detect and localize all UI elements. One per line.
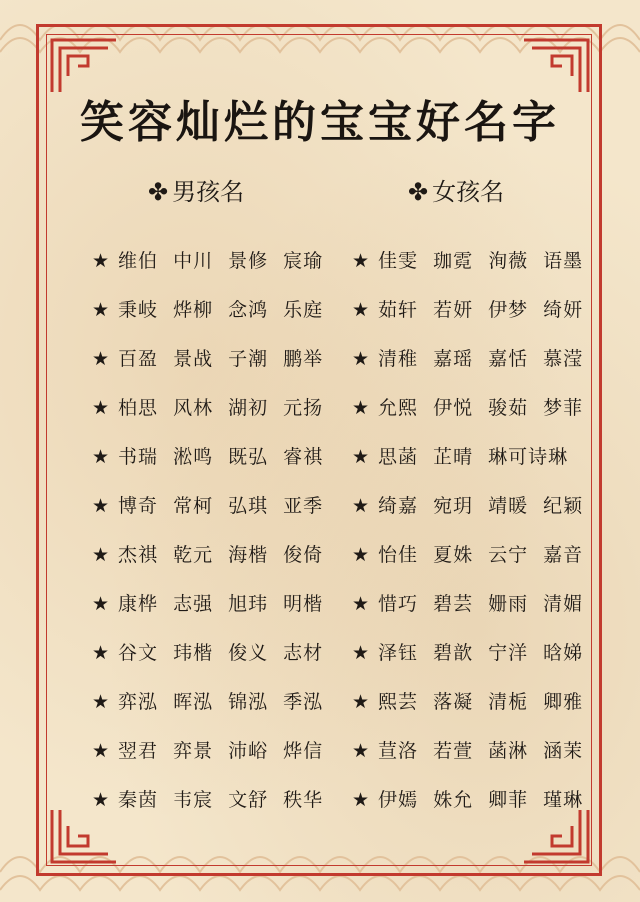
girl-name: 伊悦	[433, 397, 474, 419]
boy-name-row	[92, 589, 338, 616]
girl-name: 嘉恬	[488, 348, 529, 370]
boy-name: 风林	[173, 397, 214, 419]
boy-name-row	[92, 785, 338, 812]
boy-name: 既弘	[228, 446, 269, 468]
girl-name: 姗雨	[488, 593, 529, 615]
star-icon: ★	[92, 446, 111, 468]
boy-name: 秦茵	[118, 789, 159, 811]
boy-name: 博奇	[118, 495, 159, 517]
boy-name: 谷文	[118, 642, 159, 664]
boy-name: 弘琪	[228, 495, 269, 517]
star-icon: ★	[92, 789, 111, 811]
girl-name: 若妍	[433, 299, 474, 321]
boy-name-row	[92, 246, 338, 273]
boy-name: 柏思	[118, 397, 159, 419]
boy-name: 海楷	[228, 544, 269, 566]
star-icon: ★	[352, 642, 371, 664]
girl-name: 卿菲	[488, 789, 529, 811]
flower-icon: ✤	[408, 178, 429, 206]
boy-name-row	[92, 295, 338, 322]
star-icon: ★	[352, 250, 371, 272]
girl-name: 茹轩	[378, 299, 419, 321]
girl-name: 晗娣	[543, 642, 584, 664]
star-icon: ★	[352, 495, 371, 517]
boy-name-row	[92, 393, 338, 420]
star-icon: ★	[92, 348, 111, 370]
star-icon: ★	[92, 397, 111, 419]
boy-name-row	[92, 442, 338, 469]
boys-heading-label: 男孩名	[172, 178, 245, 206]
girl-name-row	[352, 785, 598, 812]
girl-name: 绮妍	[543, 299, 584, 321]
boy-name: 念鸿	[228, 299, 269, 321]
girl-name: 思菡	[378, 446, 419, 468]
girl-name-row	[352, 442, 583, 469]
girl-name: 熙芸	[378, 691, 419, 713]
girl-name: 伊梦	[488, 299, 529, 321]
boy-name: 淞鸣	[173, 446, 214, 468]
girl-name-row	[352, 295, 598, 322]
girl-name: 洵薇	[488, 250, 529, 272]
boy-name: 维伯	[118, 250, 159, 272]
boy-name-row	[92, 687, 338, 714]
boy-name: 烨柳	[173, 299, 214, 321]
girl-name: 伊嫣	[378, 789, 419, 811]
boy-name: 志材	[283, 642, 324, 664]
girl-name: 靖暖	[488, 495, 529, 517]
boy-name-row	[92, 491, 338, 518]
girl-name: 涵茉	[543, 740, 584, 762]
star-icon: ★	[92, 250, 111, 272]
girl-name-row	[352, 589, 598, 616]
boy-name: 书瑞	[118, 446, 159, 468]
girl-name: 清栀	[488, 691, 529, 713]
girl-name-row	[352, 246, 598, 273]
girl-name: 怡佳	[378, 544, 419, 566]
boy-name: 乾元	[173, 544, 214, 566]
boy-name: 秉岐	[118, 299, 159, 321]
star-icon: ★	[92, 691, 111, 713]
girl-name: 卿雅	[543, 691, 584, 713]
boy-name: 烨信	[283, 740, 324, 762]
star-icon: ★	[352, 348, 371, 370]
boy-name: 弈景	[173, 740, 214, 762]
girl-name: 云宁	[488, 544, 529, 566]
boys-heading	[148, 172, 244, 207]
boy-name-row	[92, 540, 338, 567]
girl-name: 绮嘉	[378, 495, 419, 517]
girl-name: 惜巧	[378, 593, 419, 615]
corner-ornament-bottom-right	[520, 806, 592, 866]
boy-name: 杰祺	[118, 544, 159, 566]
girl-name: 宁洋	[488, 642, 529, 664]
girl-name: 菡淋	[488, 740, 529, 762]
girl-name: 若萱	[433, 740, 474, 762]
boy-name-row	[92, 736, 338, 763]
girl-name-row	[352, 687, 598, 714]
girl-name-row	[352, 736, 598, 763]
girl-name: 荁洛	[378, 740, 419, 762]
boy-name: 景修	[228, 250, 269, 272]
girl-name: 碧歆	[433, 642, 474, 664]
boy-name: 常柯	[173, 495, 214, 517]
boy-name: 子潮	[228, 348, 269, 370]
star-icon: ★	[352, 544, 371, 566]
girl-name: 瑾琳	[543, 789, 584, 811]
star-icon: ★	[92, 299, 111, 321]
girl-name: 嘉瑶	[433, 348, 474, 370]
girls-heading	[408, 172, 504, 207]
girl-name: 清稚	[378, 348, 419, 370]
boy-name: 沛峪	[228, 740, 269, 762]
girl-name: 清媚	[543, 593, 584, 615]
girl-name: 慕滢	[543, 348, 584, 370]
boy-name: 韦宸	[173, 789, 214, 811]
boy-name: 景战	[173, 348, 214, 370]
boy-name: 中川	[173, 250, 214, 272]
boy-name: 弈泓	[118, 691, 159, 713]
page-title: 笑容灿烂的宝宝好名字	[80, 97, 560, 148]
star-icon: ★	[352, 593, 371, 615]
girls-heading-label: 女孩名	[432, 178, 505, 206]
star-icon: ★	[352, 299, 371, 321]
girl-name-row	[352, 344, 598, 371]
boy-name: 元扬	[283, 397, 324, 419]
girl-name-row	[352, 491, 598, 518]
star-icon: ★	[92, 593, 111, 615]
boy-name: 宸瑜	[283, 250, 324, 272]
girl-name: 允熙	[378, 397, 419, 419]
boy-name-row	[92, 344, 338, 371]
girl-name: 夏姝	[433, 544, 474, 566]
boy-name: 秩华	[283, 789, 324, 811]
boy-name: 玮楷	[173, 642, 214, 664]
boy-name: 季泓	[283, 691, 324, 713]
boy-name: 湖初	[228, 397, 269, 419]
corner-ornament-bottom-left	[48, 806, 120, 866]
boy-name: 晖泓	[173, 691, 214, 713]
star-icon: ★	[352, 789, 371, 811]
boy-name: 鹏举	[283, 348, 324, 370]
boy-name: 旭玮	[228, 593, 269, 615]
boy-name: 志强	[173, 593, 214, 615]
boy-name: 亚季	[283, 495, 324, 517]
boy-name: 明楷	[283, 593, 324, 615]
star-icon: ★	[352, 446, 371, 468]
girl-name: 姝允	[433, 789, 474, 811]
boy-name: 俊倚	[283, 544, 324, 566]
star-icon: ★	[352, 740, 371, 762]
boy-name: 睿祺	[283, 446, 324, 468]
boy-name: 乐庭	[283, 299, 324, 321]
star-icon: ★	[92, 642, 111, 664]
girl-name: 芷晴	[433, 446, 474, 468]
girl-name: 珈霓	[433, 250, 474, 272]
girl-name-row	[352, 638, 598, 665]
flower-icon: ✤	[148, 178, 169, 206]
girl-name: 骏茹	[488, 397, 529, 419]
girl-name: 纪颖	[543, 495, 584, 517]
girl-name-row	[352, 540, 598, 567]
girl-name: 语墨	[543, 250, 584, 272]
girl-name: 佳雯	[378, 250, 419, 272]
girl-name: 嘉音	[543, 544, 584, 566]
girl-name-row	[352, 393, 598, 420]
boy-name: 百盈	[118, 348, 159, 370]
boy-name: 文舒	[228, 789, 269, 811]
star-icon: ★	[92, 740, 111, 762]
boy-name: 翌君	[118, 740, 159, 762]
boy-name-row	[92, 638, 338, 665]
girl-name: 落凝	[433, 691, 474, 713]
girl-name: 碧芸	[433, 593, 474, 615]
star-icon: ★	[92, 495, 111, 517]
star-icon: ★	[352, 691, 371, 713]
girl-name: 泽钰	[378, 642, 419, 664]
boy-name: 俊义	[228, 642, 269, 664]
star-icon: ★	[352, 397, 371, 419]
girl-name: 琳可诗琳	[488, 446, 569, 468]
boy-name: 康桦	[118, 593, 159, 615]
star-icon: ★	[92, 544, 111, 566]
girl-name: 宛玥	[433, 495, 474, 517]
boy-name: 锦泓	[228, 691, 269, 713]
girl-name: 梦菲	[543, 397, 584, 419]
